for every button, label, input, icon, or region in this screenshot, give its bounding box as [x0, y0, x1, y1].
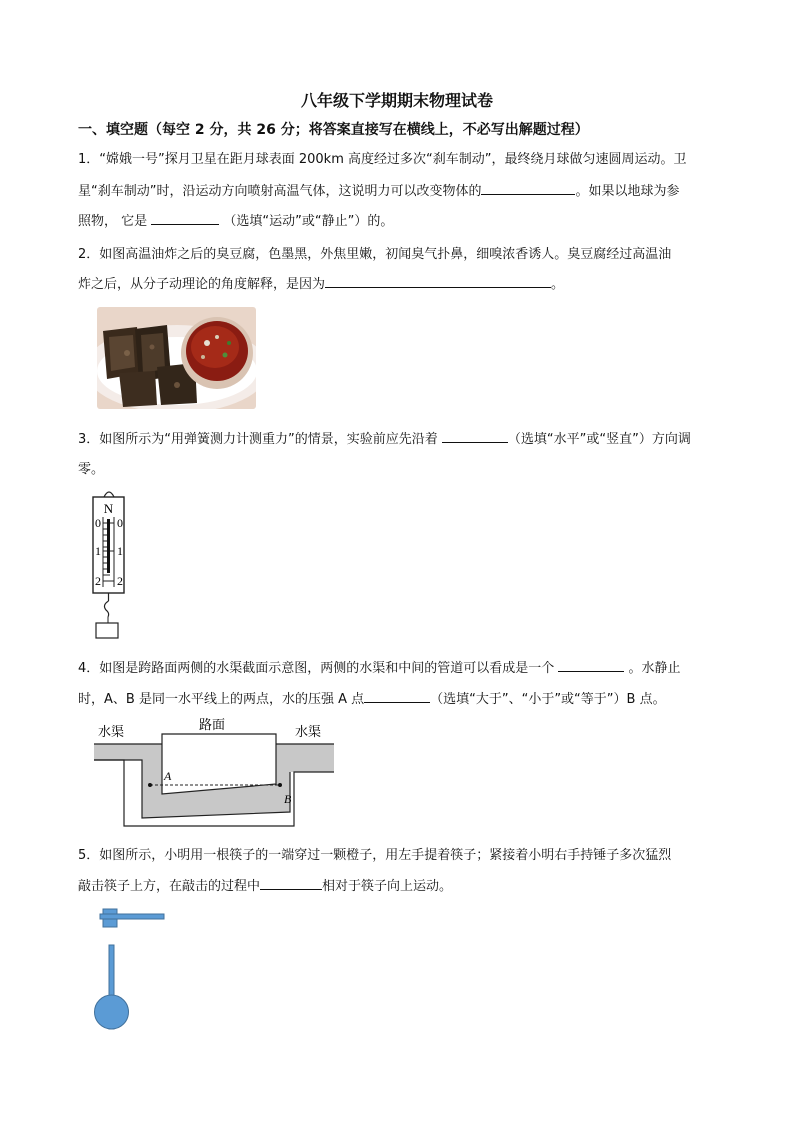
- point-a-label: A: [164, 769, 172, 783]
- q5-text-a: 敲击筷子上方，在敲击的过程中: [78, 879, 261, 894]
- scale-mark-right-1: 1: [117, 544, 123, 558]
- q5-line-2: [78, 875, 452, 894]
- q3-blank[interactable]: [442, 430, 508, 443]
- q2-text-b: 。: [551, 277, 565, 292]
- q1-text-c: 照物， 它是: [78, 214, 152, 229]
- section-heading: 一、填空题（每空 2 分，共 26 分；将答案直接写在横线上，不必写出解题过程）: [78, 122, 589, 138]
- scale-mark-left-1: 1: [95, 544, 101, 558]
- q3-line-2: 零。: [78, 462, 105, 477]
- q2-text-a: 炸之后，从分子动理论的角度解释，是因为: [78, 277, 326, 292]
- canal-left-label: 水渠: [98, 724, 125, 739]
- q4-blank-1[interactable]: [558, 659, 624, 672]
- chopstick-orange-figure: [92, 905, 168, 1039]
- scale-unit: N: [103, 501, 114, 516]
- q1-line-2: [78, 180, 680, 199]
- point-b-label: B: [284, 792, 292, 806]
- q1-text-d: （选填“运动”或“静止”）的。: [219, 214, 394, 229]
- road-label: 路面: [199, 717, 226, 732]
- q3-text-b: （选填“水平”或“竖直”）方向调: [507, 432, 691, 447]
- q2-blank[interactable]: [325, 275, 551, 288]
- q1-blank-2[interactable]: [151, 212, 219, 225]
- stinky-tofu-photo: [97, 307, 256, 409]
- q5-text-b: 相对于筷子向上运动。: [322, 879, 453, 894]
- q4-blank-2[interactable]: [364, 690, 430, 703]
- q1-line-3: [78, 210, 393, 229]
- q1-text-b: 。如果以地球为参: [575, 184, 680, 199]
- q2-line-1: 2．如图高温油炸之后的臭豆腐，色墨黑，外焦里嫩，初闻臭气扑鼻，细嗅浓香诱人。臭豆腐经过高温油: [78, 247, 672, 262]
- scale-mark-left-0: 0: [95, 516, 101, 530]
- q3-line-1: [78, 428, 691, 447]
- q4-line-2: [78, 688, 666, 707]
- hammer-handle-icon: [100, 914, 164, 919]
- orange-icon: [95, 995, 129, 1029]
- q4-text-d: （选填“大于”、“小于”或“等于”）B 点。: [430, 692, 666, 707]
- q4-text-b: 。水静止: [624, 661, 681, 676]
- q1-line-1: 1．“嫦娥一号”探月卫星在距月球表面 200km 高度经过多次“刹车制动”，最终绕月球做匀速圆周运动。卫: [78, 152, 687, 167]
- q5-line-1: 5．如图所示，小明用一根筷子的一端穿过一颗橙子，用左手提着筷子；紧接着小明右手持锤子多次猛烈: [78, 848, 672, 863]
- spring-scale-figure: [88, 487, 138, 643]
- scale-mark-right-2: 2: [117, 574, 123, 588]
- q1-text-a: 星“刹车制动”时，沿运动方向喷射高温气体，这说明力可以改变物体的: [78, 184, 482, 199]
- q2-line-2: [78, 273, 564, 292]
- q4-line-1: [78, 657, 681, 676]
- q4-text-a: 4．如图是跨路面两侧的水渠截面示意图，两侧的水渠和中间的管道可以看成是一个: [78, 661, 559, 676]
- q1-blank-1[interactable]: [481, 182, 575, 195]
- scale-mark-right-0: 0: [117, 516, 123, 530]
- q3-text-a: 3．如图所示为“用弹簧测力计测重力”的情景，实验前应先沿着: [78, 432, 442, 447]
- page-title: 八年级下学期期末物理试卷: [300, 91, 493, 110]
- q5-blank[interactable]: [260, 877, 322, 890]
- scale-mark-left-2: 2: [95, 574, 101, 588]
- q4-text-c: 时，A、B 是同一水平线上的两点，水的压强 A 点: [78, 692, 365, 707]
- canal-right-label: 水渠: [295, 724, 322, 739]
- canal-cross-section-figure: [94, 714, 340, 834]
